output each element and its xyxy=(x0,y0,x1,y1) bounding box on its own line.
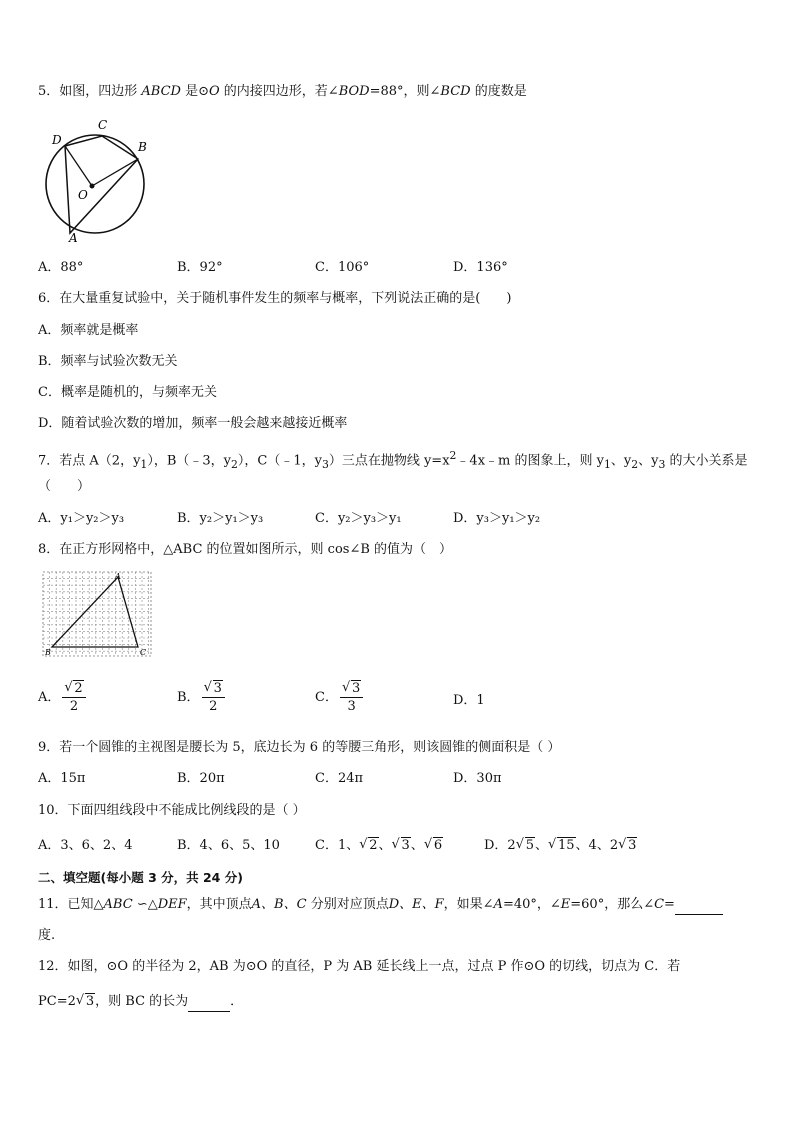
q10-option-c[interactable]: C．1、√ 2、√ 3、√ 6 xyxy=(315,837,443,855)
triangle-abc xyxy=(52,577,138,647)
segment-od xyxy=(65,146,92,186)
q7-option-d[interactable]: D．y₃＞y₁＞y₂ xyxy=(453,511,541,526)
q8-stem: 8．在正方形网格中，△ABC 的位置如图所示，则 cos∠B 的值为（ ） xyxy=(38,542,453,557)
center-point-o xyxy=(90,184,95,189)
q10-stem: 10．下面四组线段中不能成比例线段的是（ ） xyxy=(38,803,306,818)
q5-option-b[interactable]: B．92° xyxy=(177,260,223,275)
q5-option-c[interactable]: C．106° xyxy=(315,260,370,275)
q6-option-c[interactable]: C．概率是随机的，与频率无关 xyxy=(38,385,217,400)
q5-option-d[interactable]: D．136° xyxy=(453,260,508,275)
q7-option-c[interactable]: C．y₂＞y₃＞y₁ xyxy=(315,511,402,526)
q7-option-b[interactable]: B．y₂＞y₁＞y₃ xyxy=(177,511,264,526)
q9-stem: 9．若一个圆锥的主视图是腰长为 5，底边长为 6 的等腰三角形，则该圆锥的侧面积是（ ） xyxy=(38,740,561,755)
section-title: 二、填空题(每小题 3 分，共 24 分) xyxy=(38,870,243,885)
label-c: C xyxy=(140,648,147,657)
q6-stem: 6．在大量重复试验中，关于随机事件发生的频率与概率，下列说法正确的是( ) xyxy=(38,291,512,306)
q7-option-a[interactable]: A．y₁＞y₂＞y₃ xyxy=(38,511,125,526)
q10-option-b[interactable]: B．4、6、5、10 xyxy=(177,838,280,853)
quadrilateral-abcd xyxy=(65,136,138,233)
q9-option-c[interactable]: C．24π xyxy=(315,771,364,786)
q8-option-d[interactable]: D．1 xyxy=(453,693,485,708)
label-o: O xyxy=(78,188,88,202)
q11-stem: 11．已知△ABC ∽△DEF，其中顶点A、B、C 分别对应顶点D、E、F，如果∠A=40°，∠E=60°，那么∠C= xyxy=(38,896,723,915)
q8-option-c[interactable]: C． √ $\frac{3}{3}$ xyxy=(315,680,363,715)
q10-option-d[interactable]: D．2√ 5、√ 15、4、2√ 3 xyxy=(484,837,637,855)
q9-option-b[interactable]: B．20π xyxy=(177,771,225,786)
q5-circle-figure xyxy=(38,112,158,244)
q7-stem: 7．若点 A（2，$y_1$），B（﹣3，$y_2$），C（﹣1，$y_3$）三点在抛物线 $y=x^2﹣4x﹣m$ 的图象上，则 $y_1$、$y_2$、$y_3$ 的大小关系是 xyxy=(38,449,748,471)
label-a: A xyxy=(115,572,121,581)
q9-option-d[interactable]: D．30π xyxy=(453,771,502,786)
label-b: B xyxy=(138,140,147,154)
segment-ob xyxy=(92,159,138,186)
grid-border xyxy=(43,572,151,656)
q12-stem: 12．如图，⊙O 的半径为 2，AB 为⊙O 的直径，P 为 AB 延长线上一点，过点 P 作⊙O 的切线，切点为 C．若 xyxy=(38,959,681,974)
q8-grid-figure xyxy=(42,571,154,659)
q9-option-a[interactable]: A．15π xyxy=(38,771,86,786)
label-b: B xyxy=(45,648,51,657)
q7-stem-line2: （ ） xyxy=(38,479,91,494)
q11-answer-blank[interactable] xyxy=(675,896,723,915)
label-a: A xyxy=(69,231,78,244)
q8-option-b[interactable]: B． √ $\frac{3}{2}$ xyxy=(177,680,225,715)
q11-stem-line2: 度. xyxy=(38,928,56,943)
label-d: D xyxy=(52,133,62,147)
q6-option-b[interactable]: B．频率与试验次数无关 xyxy=(38,354,178,369)
q12-stem-line2: PC=2√ 3，则 BC 的长为 ． xyxy=(38,993,243,1012)
square-grid xyxy=(43,572,151,656)
q10-option-a[interactable]: A．3、6、2、4 xyxy=(38,838,133,853)
q12-answer-blank[interactable] xyxy=(188,993,230,1012)
q5-option-a[interactable]: A．88° xyxy=(38,260,84,275)
q5-stem: 5．如图，四边形 ABCD 是⊙O 的内接四边形，若∠BOD=88°，则∠BCD 的度数是 xyxy=(38,84,527,99)
q6-option-a[interactable]: A．频率就是概率 xyxy=(38,323,139,338)
label-c: C xyxy=(98,118,108,132)
q8-option-a[interactable]: A． √ $\frac{2}{2}$ xyxy=(38,680,86,715)
q6-option-d[interactable]: D．随着试验次数的增加，频率一般会越来越接近概率 xyxy=(38,416,348,431)
